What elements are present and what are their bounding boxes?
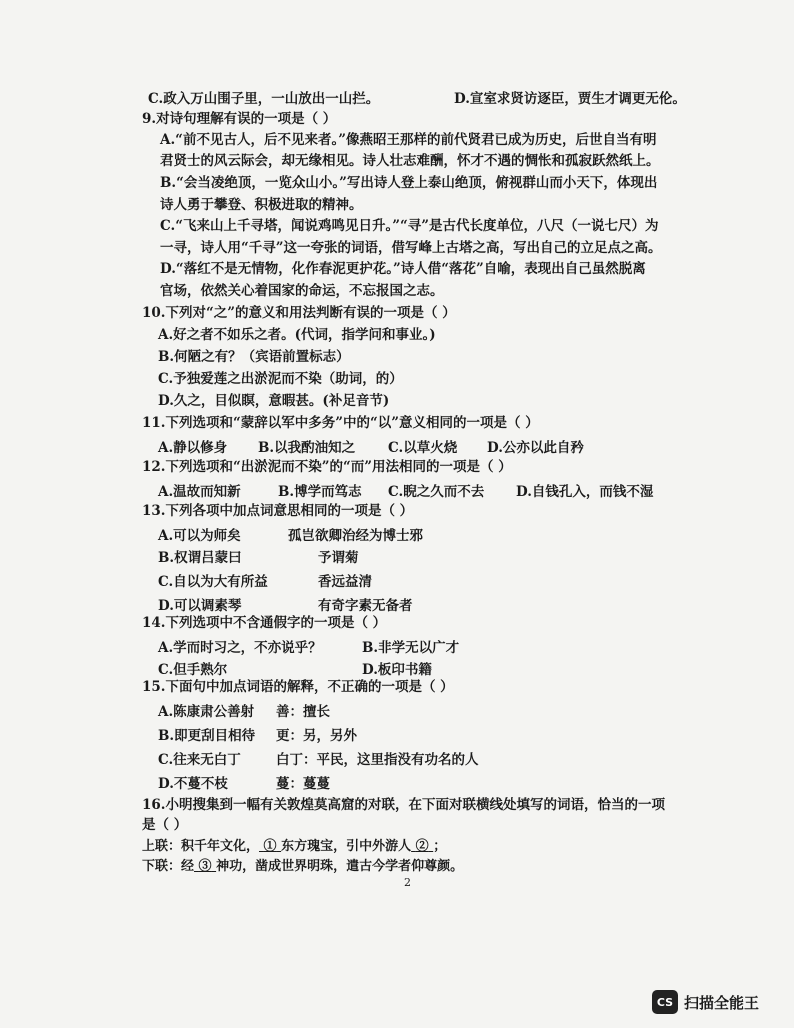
question-16-line2: 是（ ）	[142, 817, 188, 833]
blank-2: ②	[415, 839, 429, 854]
q10-option-a: A.好之者不如乐之者。(代词，指学问和事业。)	[158, 327, 436, 343]
q9-option-d-line1: D.“落红不是无情物，化作春泥更护花。”诗人借“落花”自喻，表现出自己虽然脱离	[160, 261, 646, 277]
question-12: 12.下列选项和“出淤泥而不染”的“而”用法相同的一项是（ ）	[142, 459, 512, 475]
q11-option-a: A.静以修身	[158, 440, 228, 456]
q14-option-a: A.学而时习之，不亦说乎？	[158, 640, 322, 656]
couplet-upper-c: ；	[433, 839, 447, 854]
q13-d-right: 有奇字素无备者	[318, 598, 413, 614]
q13-c-left: C.自以为大有所益	[158, 574, 268, 590]
q11-option-c: C.以草火烧	[388, 440, 458, 456]
q9-option-a-line2: 君贤士的风云际会，却无缘相见。诗人壮志难酬，怀才不遇的惆怅和孤寂跃然纸上。	[160, 153, 660, 169]
couplet-upper-a: 上联：积千年文化，	[142, 839, 260, 854]
couplet-upper-b: 东方瑰宝，引中外游人	[281, 839, 412, 854]
couplet-lower	[142, 858, 463, 876]
q15-a-right: 善：擅长	[276, 704, 330, 720]
couplet-upper	[142, 838, 446, 856]
q10-option-b: B.何陋之有？（宾语前置标志）	[158, 349, 350, 365]
q11-option-b: B.以我酌油知之	[258, 440, 356, 456]
question-16-line1: 16.小明搜集到一幅有关敦煌莫高窟的对联，在下面对联横线处填写的词语，恰当的一项	[142, 797, 665, 813]
q9-option-b-line1: B.“会当凌绝顶，一览众山小。”写出诗人登上泰山绝顶，俯视群山而小天下，体现出	[160, 175, 658, 191]
q13-d-left: D.可以调素琴	[158, 598, 242, 614]
q14-option-c: C.但手熟尔	[158, 662, 228, 678]
q9-option-c-line2: 一寻，诗人用“千寻”这一夸张的词语，借写峰上古塔之高，写出自己的立足点之高。	[160, 240, 662, 256]
q12-option-c: C.睨之久而不去	[388, 484, 485, 500]
q10-option-c: C.予独爱莲之出淤泥而不染（助词，的）	[158, 371, 403, 387]
q14-option-d: D.板印书籍	[362, 662, 432, 678]
q15-c-right: 白丁：平民，这里指没有功名的人	[276, 752, 479, 768]
q15-d-right: 蔓：蔓蔓	[276, 776, 330, 792]
q9-option-c-line1: C.“飞来山上千寻塔，闻说鸡鸣见日升。”“寻”是古代长度单位，八尺（一说七尺）为	[160, 218, 659, 234]
question-14: 14.下列选项中不含通假字的一项是（ ）	[142, 615, 387, 631]
q8-option-d: D.宣室求贤访逐臣，贾生才调更无伦。	[454, 91, 686, 107]
question-10: 10.下列对“之”的意义和用法判断有误的一项是（ ）	[142, 305, 456, 321]
page-number: 2	[404, 876, 411, 889]
q13-c-right: 香远益清	[318, 574, 372, 590]
blank-1: ①	[263, 839, 277, 854]
q12-option-a: A.温故而知新	[158, 484, 241, 500]
q12-option-b: B.博学而笃志	[278, 484, 362, 500]
couplet-lower-a: 下联：经	[142, 859, 195, 874]
question-9: 9.对诗句理解有误的一项是（ ）	[142, 111, 337, 127]
q13-a-right: 孤岂欲卿治经为博士邪	[288, 528, 423, 544]
q13-a-left: A.可以为师矣	[158, 528, 241, 544]
q15-b-left: B.即更刮目相待	[158, 728, 256, 744]
question-13: 13.下列各项中加点词意思相同的一项是（ ）	[142, 503, 414, 519]
q13-b-left: B.权谓吕蒙曰	[158, 550, 242, 566]
q9-option-d-line2: 官场，依然关心着国家的命运，不忘报国之志。	[160, 283, 444, 299]
watermark-text: 扫描全能王	[684, 993, 760, 1012]
q13-b-right: 予谓菊	[318, 550, 359, 566]
q15-a-left: A.陈康肃公善射	[158, 704, 255, 720]
question-15: 15.下面句中加点词语的解释，不正确的一项是（ ）	[142, 679, 454, 695]
couplet-lower-b: 神功，凿成世界明珠，遣古今学者仰尊颜。	[216, 859, 464, 874]
blank-3: ③	[198, 859, 212, 874]
q15-c-left: C.往来无白丁	[158, 752, 241, 768]
q11-option-d: D.公亦以此自矜	[487, 440, 584, 456]
q15-d-left: D.不蔓不枝	[158, 776, 228, 792]
camscanner-logo-icon: CS	[652, 990, 678, 1014]
scanner-watermark	[652, 990, 759, 1014]
q10-option-d: D.久之，目似瞑，意暇甚。(补足音节)	[158, 393, 390, 409]
q15-b-right: 更：另，另外	[276, 728, 357, 744]
q8-option-c: C.政入万山围子里，一山放出一山拦。	[148, 91, 380, 107]
q9-option-b-line2: 诗人勇于攀登、积极进取的精神。	[160, 197, 363, 213]
q9-option-a-line1: A.“前不见古人，后不见来者。”像燕昭王那样的前代贤君已成为历史，后世自当有明	[160, 132, 657, 148]
question-11: 11.下列选项和“蒙辞以军中多务”中的“以”意义相同的一项是（ ）	[142, 415, 539, 431]
q14-option-b: B.非学无以广才	[362, 640, 460, 656]
q12-option-d: D.自钱孔入，而钱不湿	[516, 484, 654, 500]
